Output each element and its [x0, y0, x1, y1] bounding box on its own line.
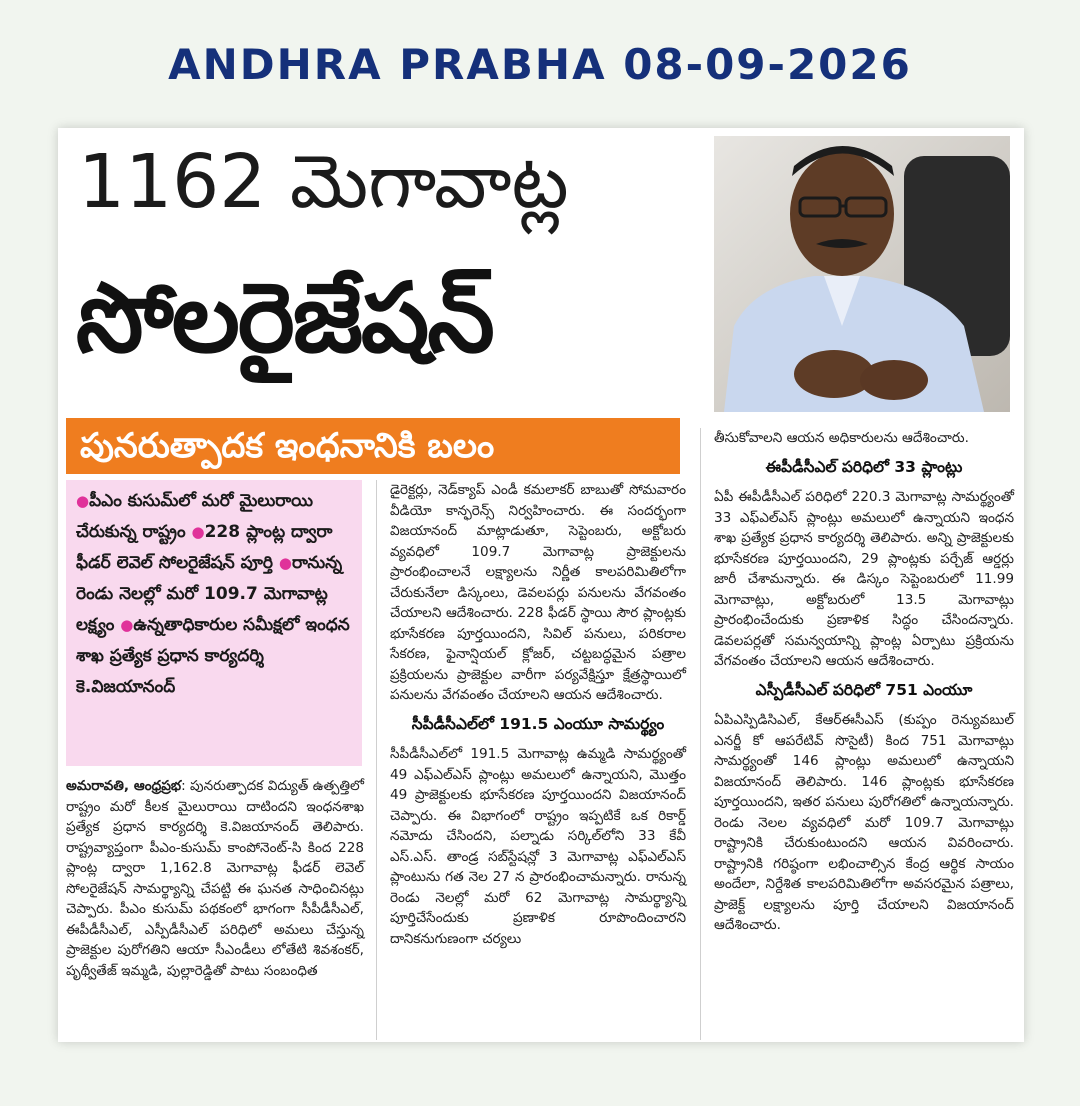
section-banner: పునరుత్పాదక ఇంధనానికి బలం	[66, 418, 680, 474]
article-text: : పునరుత్పాదక విద్యుత్ ఉత్పత్తిలో రాష్ట్రం మరో కీలక మైలురాయి దాటిందని ఇంధనశాఖ ప్రత్యేక ప్రధాన కార్యదర్శి కె.విజయానంద్ తెలిపారు. రాష్ట్రవ్యాప్తంగా పీఎం-కుసుమ్ కాంపోనెంట్-సి కింద 228 ప్లాంట్ల ద్వారా 1,162.8 మెగావాట్ల ఫీడర్ లెవెల్ సోలరైజేషన్ సామర్థ్యాన్ని చేపట్టి ఈ ఘనత సాధించినట్లు చెప్పారు. పీఎం కుసుమ్ పథకంలో భాగంగా సీపీడీసీఎల్, ఈపీడీసీఎల్, ఎస్పీడీసీఎల్ పరిధిలో అమలు చేస్తున్న ప్రాజెక్టుల పురోగతిని ఆయా సీఎండీలు లోతేటి శివశంకర్, పృథ్వీతేజ్ ఇమ్మడి, పుల్లారెడ్డితో పాటు సంబంధిత	[66, 778, 364, 979]
article-text: ఏపీ ఈపీడీసీఎల్ పరిధిలో 220.3 మెగావాట్ల సామర్థ్యంతో 33 ఎఫ్ఎల్ఎస్ ప్లాంట్లు అమలులో ఉన్నాయని ఇంధన శాఖ ప్రత్యేక ప్రధాన కార్యదర్శి తెలిపారు. అన్ని ప్రాజెక్టులకు భూసేకరణ పూర్తయిందని, 29 ప్లాంట్లకు పర్చేజ్ ఆర్డర్లు జారీ చేశామన్నారు. ఈ డిస్కం సెప్టెంబరులో 11.99 మెగావాట్లు, అక్టోబరులో 13.5 మెగావాట్లు ప్రారంభించేందుకు ప్రణాళిక సిద్ధం చేసిందన్నారు. డెవలపర్లతో సమన్వయాన్ని ప్లాంట్ల ఏర్పాటు ప్రక్రియను వేగవంతం చేయాలని ఆయన ఆదేశించారు.	[714, 489, 1014, 669]
article-column-3	[714, 428, 1014, 1040]
dateline: అమరావతి, ఆంధ్రప్రభ	[66, 778, 182, 794]
column-divider	[700, 428, 701, 1040]
bullet-icon: ●	[120, 616, 134, 634]
highlight-item: ఉన్నతాధికారుల సమీక్షలో ఇంధన శాఖ ప్రత్యేక ప్రధాన కార్యదర్శి కె.విజయానంద్	[76, 615, 350, 697]
bullet-icon: ●	[191, 523, 205, 541]
article-column-1	[66, 776, 364, 1040]
highlight-item: పీఎం కుసుమ్‌లో మరో మైలురాయి చేరుకున్న రాష్ట్రం	[76, 491, 314, 542]
article-text: డైరెక్టర్లు, నెడ్‌క్యాప్ ఎండీ కమలాకర్ బాబుతో సోమవారం వీడియో కాన్ఫరెన్స్ నిర్వహించారు. ఈ సందర్భంగా విజయానంద్ మాట్లాడుతూ, సెప్టెంబరు, అక్టోబరు వ్యవధిలో 109.7 మెగావాట్ల ప్రాజెక్టులను ప్రారంభించాలనే లక్ష్యాలను నిర్ణీత కాలపరిమితిలోగా చేరుకునేలా డిస్కంలు, డెవలపర్లు పనులను వేగవంతం చేయాలని ఆదేశించారు. 228 ఫీడర్ స్థాయి సౌర ప్లాంట్లకు భూసేకరణ పూర్తయిందని, సివిల్ పనులు, పరికరాల సేకరణ, ఫైనాన్షియల్ క్లోజర్, చట్టబద్ధమైన పత్రాల ప్రక్రియలను ప్రాజెక్టుల వారీగా పర్యవేక్షిస్తూ క్షేత్రస్థాయిలో పనులను వేగవంతం చేయాలని ఆయన ఆదేశించారు.	[390, 482, 686, 703]
article-text: సీపీడీసీఎల్‌లో 191.5 మెగావాట్ల ఉమ్మడి సామర్థ్యంతో 49 ఎఫ్ఎల్ఎస్ ప్లాంట్లు అమలులో ఉన్నాయని, మొత్తం 49 ప్రాజెక్టులకు భూసేకరణ పూర్తయిందని విజయానంద్ చెప్పారు. ఈ విభాగంలో రాష్ట్రం ఇప్పటికే ఒక రికార్డ్ నమోదు చేసిందని, పల్నాడు సర్కిల్‌లోని 33 కేవీ ఎస్.ఎస్. తాండ్ర సబ్‌స్టేషన్లో 3 మెగావాట్ల ఎఫ్ఎల్ఎస్ ప్లాంటును గత నెల 27 న ప్రారంభించామన్నారు. రానున్న రెండు నెలల్లో మరో 62 మెగావాట్ల సామర్థ్యాన్ని పూర్తిచేసేందుకు ప్రణాళిక రూపొందించారని దానికనుగుణంగా చర్యలు	[390, 746, 686, 947]
headline-line-1: 1162 మెగావాట్ల	[78, 139, 569, 225]
newspaper-clipping	[58, 128, 1024, 1042]
masthead-title: ANDHRA PRABHA 08-09-2026	[168, 40, 912, 89]
headline-line-2: సోలరైజేషన్	[76, 262, 493, 374]
highlights-box	[66, 480, 362, 766]
highlight-item: 228 ప్లాంట్ల ద్వారా ఫీడర్ లెవెల్ సోలరైజేషన్ పూర్తి	[76, 522, 333, 573]
article-text: ఏపిఎస్పిడిసిఎల్, కేఆర్ఈసీఎస్ (కుప్పం రెన్యువబుల్ ఎనర్జీ కో ఆపరేటివ్ సొసైటీ) కింద 751 మెగావాట్లు సామర్థ్యంతో 146 ప్లాంట్లు అమలులో ఉన్నాయని విజయానంద్ తెలిపారు. 146 ప్లాంట్లకు భూసేకరణ పూర్తయిందని, ఇతర పనులు పురోగతిలో ఉన్నాయన్నారు. రెండు నెలల వ్యవధిలో మరో 109.7 మెగావాట్లు రాష్ట్రానికి చేరుకుంటుందని ఆయన వివరించారు. రాష్ట్రానికి గరిష్ఠంగా లభించాల్సిన కేంద్ర ఆర్థిక సాయం అందేలా, నిర్దేశిత కాలపరిమితిలోగా అవసరమైన పత్రాలు, ప్రాజెక్ట్ లక్ష్యాలను పూర్తి చేయాలని విజయానంద్ ఆదేశించారు.	[714, 712, 1014, 933]
highlight-item: రానున్న రెండు నెలల్లో మరో 109.7 మెగావాట్ల లక్ష్యం	[76, 553, 343, 635]
column-divider	[376, 480, 377, 1040]
subheading: ఎస్పీడీసీఎల్ పరిధిలో 751 ఎంయూ	[755, 680, 973, 699]
bullet-icon: ●	[76, 492, 90, 510]
subheading: ఈపీడీసీఎల్ పరిధిలో 33 ప్లాంట్లు	[765, 457, 963, 476]
official-photo	[714, 136, 1010, 412]
article-column-2	[390, 480, 686, 1040]
subheading: సీపీడీసీఎల్‌లో 191.5 ఎంయూ సామర్థ్యం	[411, 714, 665, 733]
bullet-icon: ●	[278, 554, 292, 572]
article-text: తీసుకోవాలని ఆయన అధికారులను ఆదేశించారు.	[714, 430, 969, 446]
